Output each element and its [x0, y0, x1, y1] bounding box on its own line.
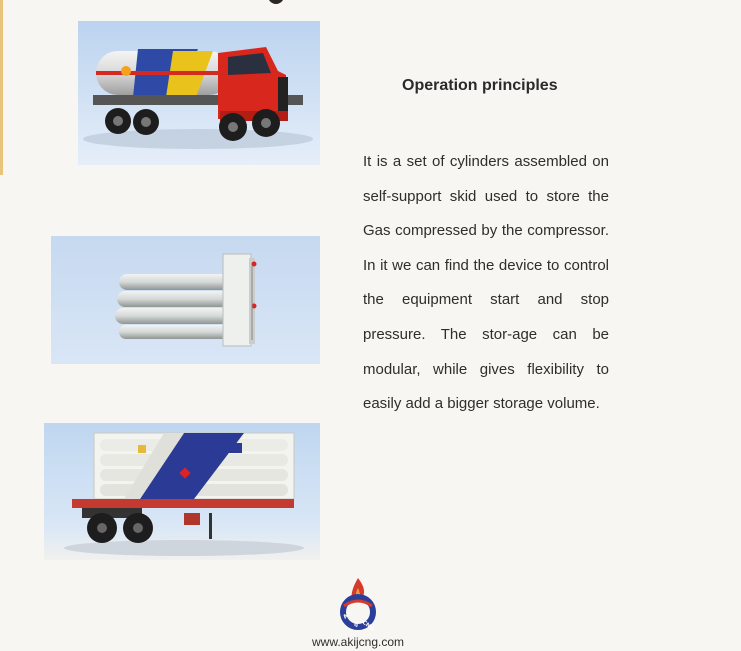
section-heading: Operation principles: [402, 77, 558, 94]
svg-text:IJ: IJ: [354, 622, 359, 628]
svg-text:AK: AK: [342, 610, 353, 621]
svg-text:CNG: CNG: [360, 619, 376, 630]
tube-trailer-photo: [44, 423, 320, 560]
description-paragraph: It is a set of cylinders assembled on self-support skid used to store the Gas compressed by the compressor. In it we can find the device to control the equipment start and stop pressure. The stor-age can be modular, while gives flexibility to easily add a bigger storage volume.: [363, 153, 609, 413]
website-url[interactable]: www.akijcng.com: [311, 635, 405, 649]
tanker-truck-photo: [78, 21, 320, 165]
cylinder-skid-photo: [51, 236, 320, 364]
page-edge-strip: [0, 0, 3, 175]
corner-mark: [268, 0, 284, 4]
akij-cng-logo: [334, 576, 382, 630]
